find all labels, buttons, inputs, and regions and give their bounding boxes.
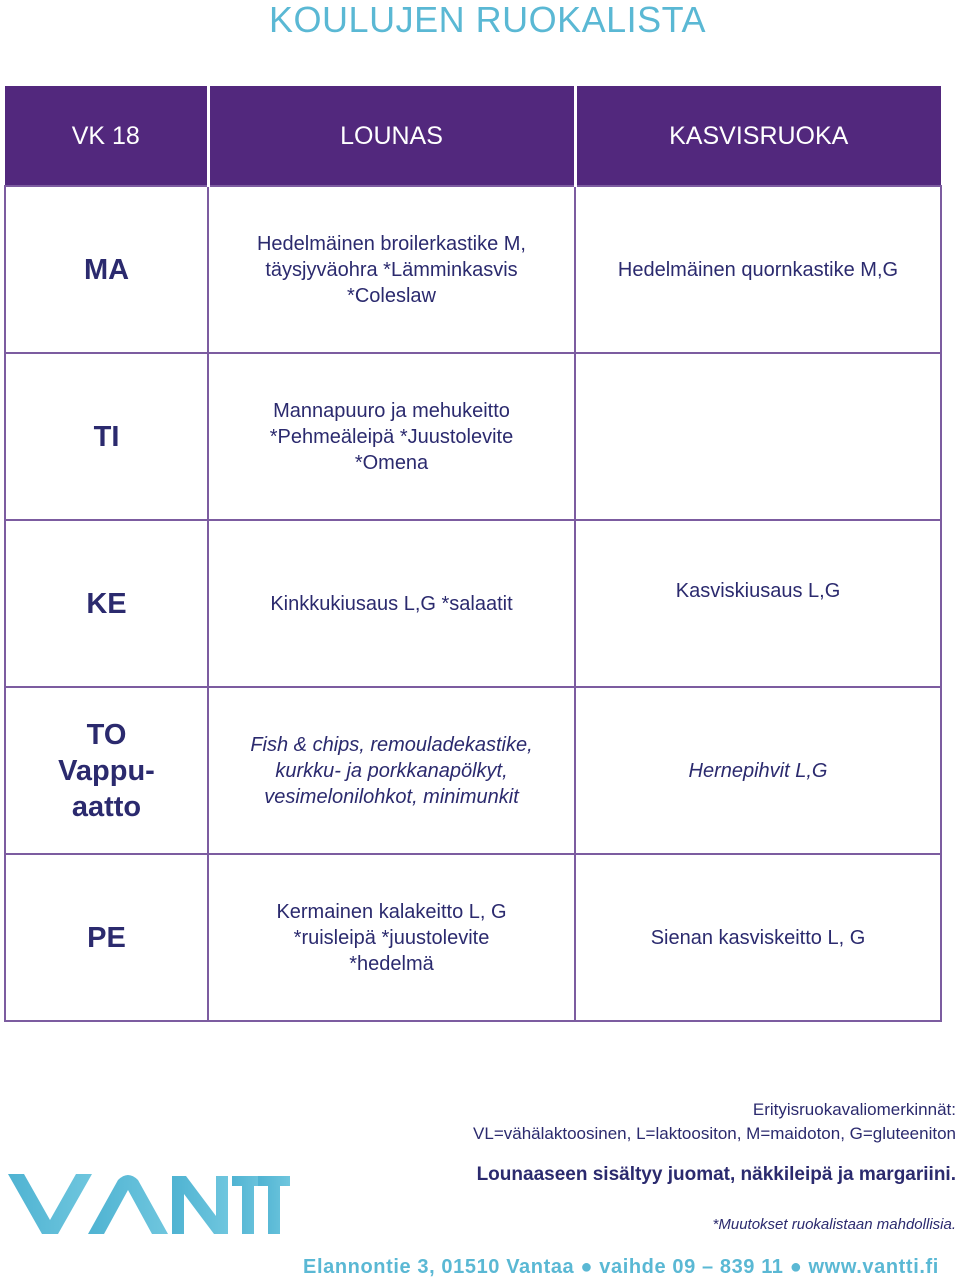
included-note: Lounaaseen sisältyy juomat, näkkileipä ja margariini. bbox=[476, 1164, 956, 1185]
lunch-line: vesimelonilohkot, minimunkit bbox=[264, 785, 519, 808]
lunch-cell bbox=[208, 854, 575, 1021]
vegetarian-cell bbox=[575, 520, 941, 687]
lunch-line: *Omena bbox=[354, 451, 429, 474]
day-label: MA bbox=[83, 253, 130, 286]
lunch-cell bbox=[208, 186, 575, 353]
day-label: Vappu- bbox=[58, 754, 155, 787]
page-title: KOULUJEN RUOKALISTA bbox=[269, 0, 706, 40]
menu-row-ti bbox=[5, 353, 941, 520]
vegetarian-line: Hernepihvit L,G bbox=[688, 759, 828, 782]
week-header: VK 18 bbox=[5, 87, 208, 186]
menu-row-to bbox=[5, 687, 941, 854]
lunch-line: *ruisleipä *juustolevite bbox=[293, 926, 490, 949]
vegetarian-cell bbox=[575, 854, 941, 1021]
day-cell bbox=[5, 353, 208, 520]
menu-row-pe bbox=[5, 854, 941, 1021]
menu-row-ma bbox=[5, 186, 941, 353]
lunch-line: Fish & chips, remouladekastike, bbox=[250, 733, 533, 756]
lunch-line: *Pehmeäleipä *Juustolevite bbox=[269, 425, 514, 448]
vegetarian-line bbox=[582, 604, 934, 630]
diet-heading: Erityisruokavaliomerkinnät: bbox=[752, 1100, 956, 1119]
diet-legend: VL=vähälaktoosinen, L=laktoositon, M=maidoton, G=gluteeniton bbox=[473, 1124, 956, 1143]
day-label: PE bbox=[87, 921, 126, 954]
day-cell bbox=[5, 186, 208, 353]
day-cell bbox=[5, 687, 208, 854]
lunch-line: Kinkkukiusaus L,G *salaatit bbox=[270, 592, 513, 615]
day-cell bbox=[5, 520, 208, 687]
vegetarian-cell bbox=[575, 186, 941, 353]
lunch-line: täysjyväohra *Lämminkasvis bbox=[265, 258, 518, 281]
day-label: TO bbox=[86, 718, 127, 751]
menu-row-ke bbox=[5, 520, 941, 687]
vegetarian-cell bbox=[575, 687, 941, 854]
day-cell bbox=[5, 854, 208, 1021]
vegetarian-line: Hedelmäinen quornkastike M,G bbox=[617, 258, 899, 281]
day-label: aatto bbox=[71, 790, 142, 823]
day-label: KE bbox=[86, 587, 127, 620]
vantti-logo bbox=[6, 1168, 291, 1238]
lunch-header: LOUNAS bbox=[208, 87, 575, 186]
day-label: TI bbox=[93, 420, 120, 453]
footer-address: Elannontie 3, 01510 Vantaa ● vaihde 09 – 839 11 ● www.vantti.fi bbox=[303, 1256, 939, 1278]
vegetarian-header: KASVISRUOKA bbox=[575, 87, 941, 186]
lunch-line: Mannapuuro ja mehukeitto bbox=[273, 399, 510, 422]
lunch-cell bbox=[208, 353, 575, 520]
lunch-cell bbox=[208, 520, 575, 687]
lunch-line: Hedelmäinen broilerkastike M, bbox=[256, 232, 526, 255]
lunch-line: Kermainen kalakeitto L, G bbox=[276, 900, 507, 923]
vegetarian-cell bbox=[575, 353, 941, 520]
header-row bbox=[5, 87, 941, 186]
changes-note: *Muutokset ruokalistaan mahdollisia. bbox=[712, 1216, 956, 1233]
menu-table bbox=[4, 86, 942, 1022]
vegetarian-line: Sienan kasviskeitto L, G bbox=[650, 926, 866, 949]
vegetarian-line: Kasviskiusaus L,G bbox=[675, 579, 841, 602]
lunch-line: *hedelmä bbox=[349, 952, 434, 975]
lunch-line: kurkku- ja porkkanapölkyt, bbox=[275, 759, 508, 782]
lunch-line: *Coleslaw bbox=[347, 284, 436, 307]
lunch-cell bbox=[208, 687, 575, 854]
